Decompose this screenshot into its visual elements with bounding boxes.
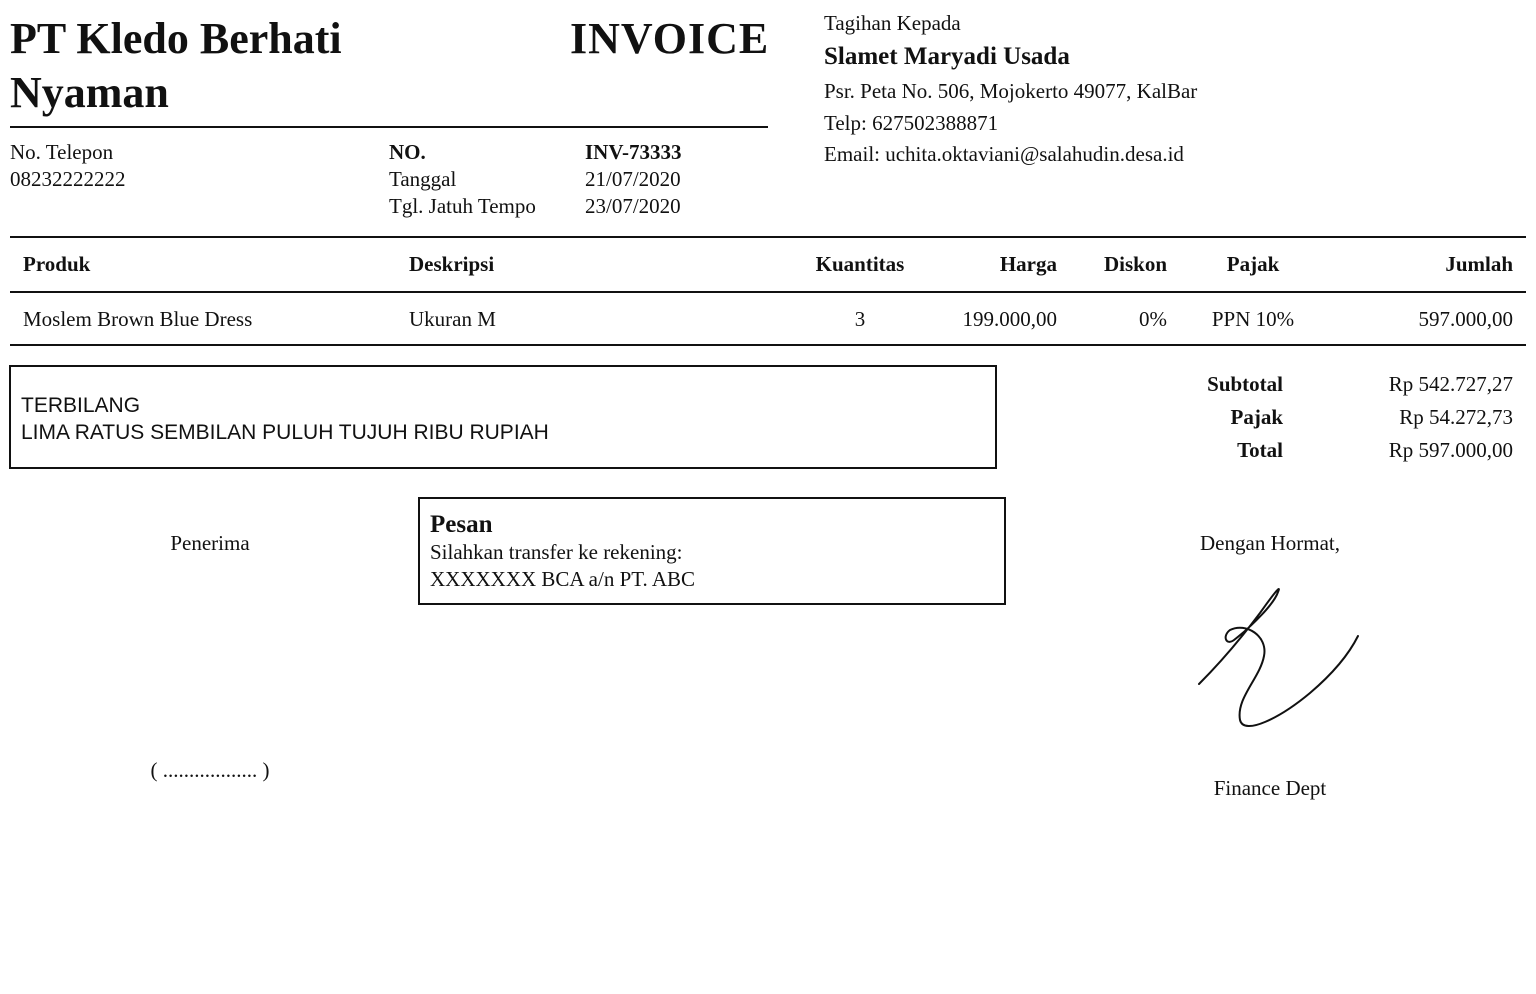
bill-to-email: Email: uchita.oktaviani@salahudin.desa.id — [824, 142, 1184, 166]
invoice-date-label: Tanggal — [389, 167, 457, 191]
header-kuantitas: Kuantitas — [815, 252, 905, 276]
bill-to-phone: Telp: 627502388871 — [824, 111, 999, 135]
bill-to-name: Slamet Maryadi Usada — [824, 43, 1070, 70]
row-diskon: 0% — [1139, 307, 1167, 331]
receiver-label: Penerima — [170, 531, 250, 555]
subtotal-value: Rp 542.727,27 — [1388, 372, 1513, 396]
bill-to-label: Tagihan Kepada — [824, 11, 961, 35]
header-produk: Produk — [23, 252, 91, 276]
invoice-number-label: NO. — [389, 140, 426, 164]
header-jumlah: Jumlah — [1445, 252, 1513, 276]
total-value: Rp 597.000,00 — [1388, 438, 1513, 462]
header-divider — [10, 126, 768, 128]
terbilang-text: LIMA RATUS SEMBILAN PULUH TUJUH RIBU RUPIAH — [21, 421, 549, 444]
table-top-border — [10, 236, 1526, 238]
total-label: Total — [1237, 438, 1283, 462]
tax-value: Rp 54.272,73 — [1399, 405, 1513, 429]
invoice-number: INV-73333 — [585, 140, 682, 164]
row-jumlah: 597.000,00 — [1418, 307, 1513, 331]
header-diskon: Diskon — [1103, 252, 1167, 276]
row-produk: Moslem Brown Blue Dress — [23, 307, 253, 331]
company-phone-label: No. Telepon — [10, 140, 114, 164]
due-date-label: Tgl. Jatuh Tempo — [389, 194, 536, 218]
due-date: 23/07/2020 — [585, 194, 681, 218]
table-header-border — [10, 291, 1526, 293]
company-phone: 08232222222 — [10, 167, 126, 191]
company-name: PT Kledo Berhati Nyaman — [10, 14, 342, 117]
message-line-1: Silahkan transfer ke rekening: — [430, 540, 683, 564]
terbilang-box — [9, 365, 997, 469]
row-harga: 199.000,00 — [962, 307, 1057, 331]
row-kuantitas: 3 — [854, 307, 866, 331]
receiver-signature-placeholder: ( .................. ) — [150, 758, 270, 782]
subtotal-label: Subtotal — [1207, 372, 1283, 396]
message-line-2: XXXXXXX BCA a/n PT. ABC — [430, 567, 696, 591]
document-title: INVOICE — [570, 14, 770, 63]
terbilang-label: TERBILANG — [21, 394, 141, 417]
bill-to-address: Psr. Peta No. 506, Mojokerto 49077, KalBar — [824, 79, 1198, 103]
tax-label: Pajak — [1230, 405, 1283, 429]
table-bottom-border — [10, 344, 1526, 346]
header-deskripsi: Deskripsi — [409, 252, 495, 276]
row-pajak: PPN 10% — [1211, 307, 1295, 331]
row-deskripsi: Ukuran M — [409, 307, 496, 331]
signature-image — [1190, 578, 1370, 738]
sender-greeting: Dengan Hormat, — [1200, 531, 1340, 555]
message-box — [418, 497, 1006, 605]
invoice-date: 21/07/2020 — [585, 167, 681, 191]
message-title: Pesan — [430, 511, 493, 538]
header-harga: Harga — [999, 252, 1057, 276]
header-pajak: Pajak — [1226, 252, 1280, 276]
sender-department: Finance Dept — [1213, 776, 1327, 800]
